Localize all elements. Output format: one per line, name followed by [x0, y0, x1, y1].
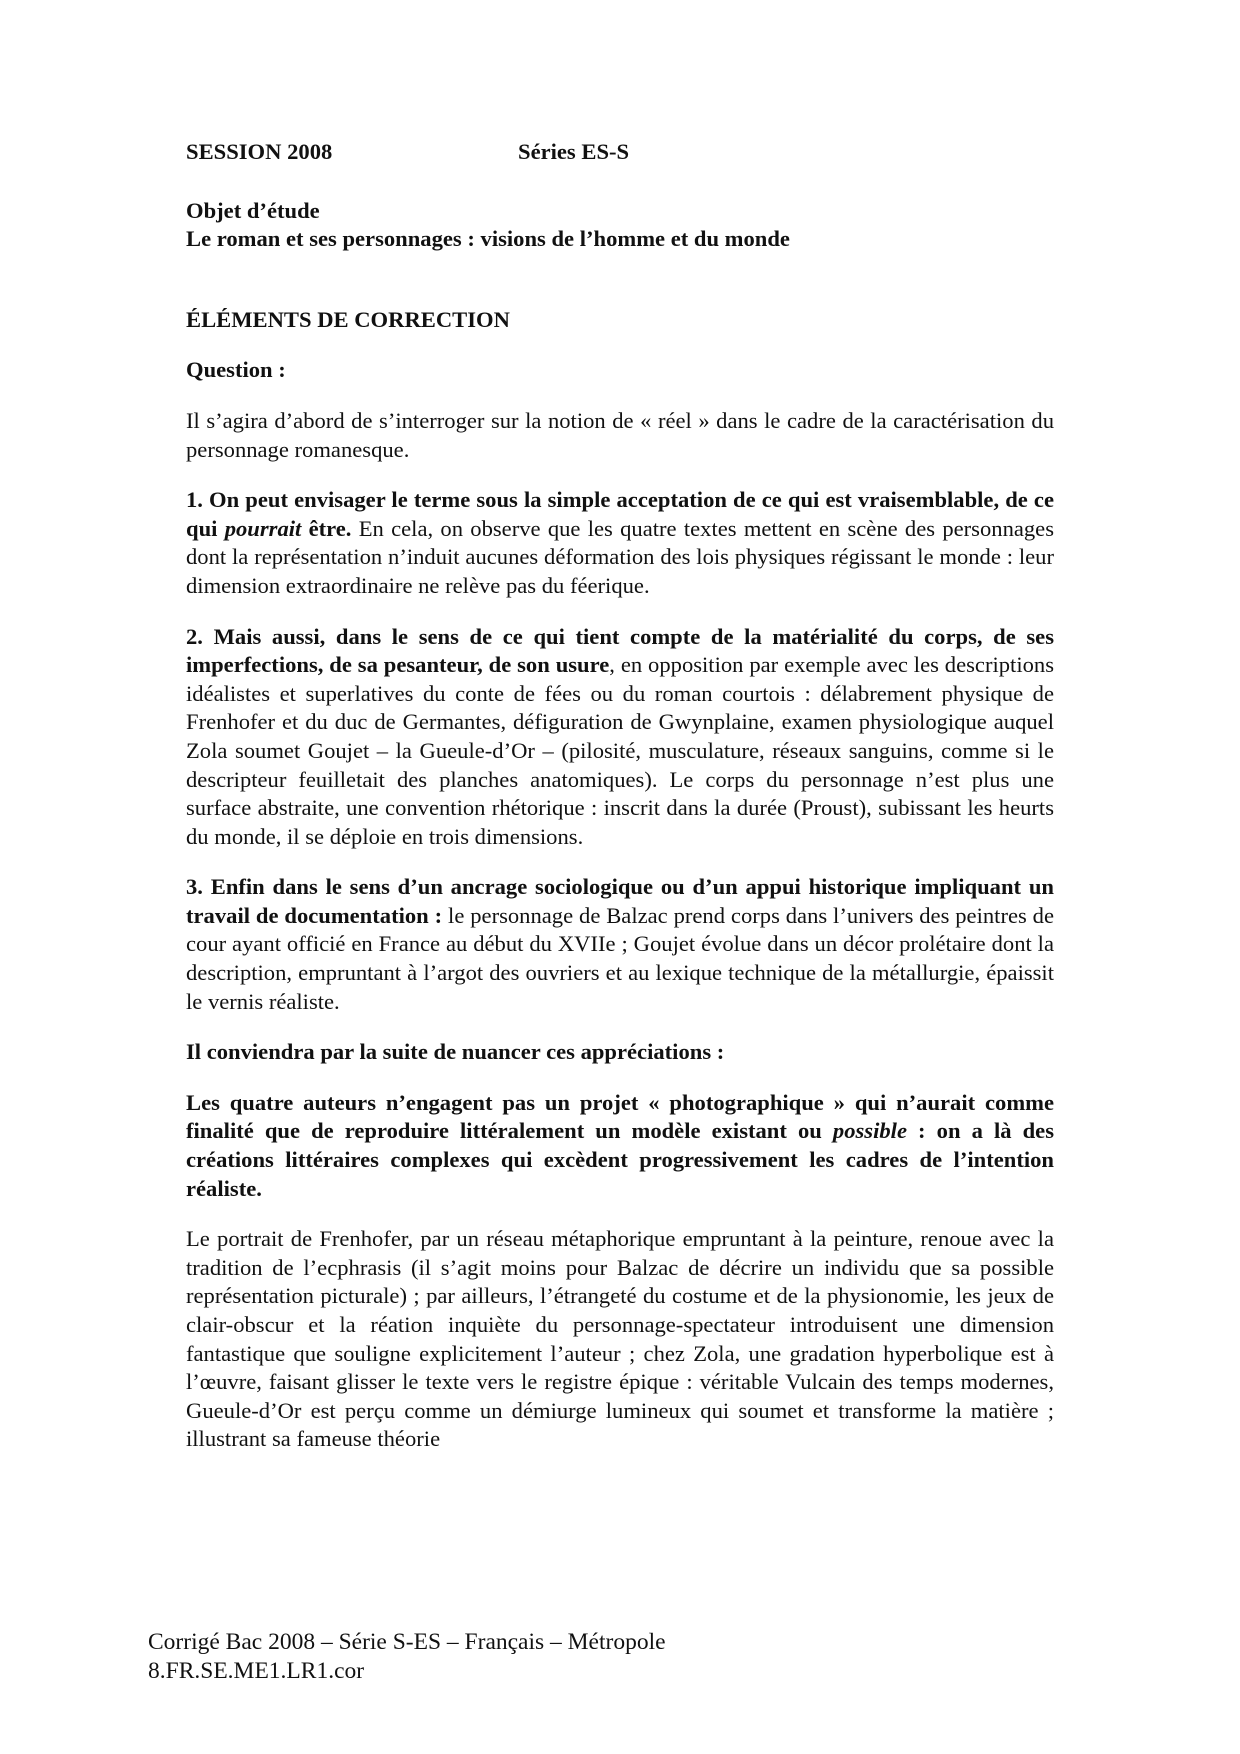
point-1-bold: 1. On peut envisager le terme sous la simple acceptation de ce qui est vraisemblable, de ce qui	[186, 487, 1054, 541]
footer-line-1: Corrigé Bac 2008 – Série S-ES – Français – Métropole	[148, 1629, 666, 1655]
header-line	[186, 138, 1054, 167]
objet-label: Objet d’étude	[186, 197, 320, 223]
document-body	[186, 138, 1054, 1454]
series-label: Séries ES-S	[518, 139, 630, 164]
point-1-paragraph	[186, 486, 1054, 600]
analysis-paragraph: Le portrait de Frenhofer, par un réseau métaphorique empruntant à la peinture, renoue avec la tradition de l’ecphrasis (il s’agit moins pour Balzac de décrire un individu que sa possible représentation picturale) ; par ailleurs, l’étrangeté du costume et de la physionomie, les jeux de clair-obscur et la réation inquiète du personnage-spectateur introduisent une dimension fantastique que souligne explicitement l’auteur ; chez Zola, une gradation hyperbolique est à l’œuvre, faisant glisser le texte vers le registre épique : véritable Vulcain des temps modernes, Gueule-d’Or est perçu comme un démiurge lumineux qui soumet et transforme la matière ; illustrant sa fameuse théorie	[186, 1226, 1054, 1452]
thesis-text-a: Les quatre auteurs n’engagent pas un projet « photographique » qui n’aurait comme finalité que de reproduire littéralement un modèle existant ou	[186, 1089, 1054, 1144]
point-2-text: , en opposition par exemple avec les descriptions idéalistes et superlatives du conte de fées ou du roman courtois : délabrement physique de Frenhofer et du duc de Germantes, défiguration de Gwynplaine, examen physiologique auquel Zola soumet Goujet – la Gueule-d’Or – (pilosité, musculature, réseaux sanguins, comme si le descripteur feuilletait des planches anatomiques). Le corps du personnage n’est plus une surface abstraite, une convention rhétorique : inscrit dans la durée (Proust), subissant les heurts du monde, il se déploie en trois dimensions.	[186, 652, 1054, 849]
point-1-text: En cela, on observe que les quatre textes mettent en scène des personnages dont la représentation n’induit aucunes déformation des lois physiques régissant le monde : leur dimension extraordinaire ne relève pas du féerique.	[186, 515, 1055, 598]
intro-paragraph: Il s’agira d’abord de s’interroger sur la notion de « réel » dans le cadre de la caractérisation du personnage romanesque.	[186, 407, 1054, 462]
page-footer	[148, 1628, 666, 1685]
point-1-italic: pourrait	[224, 515, 302, 541]
point-3-paragraph	[186, 873, 1054, 1016]
point-3-bold: 3. Enfin dans le sens d’un ancrage sociologique ou d’un appui historique impliquant un travail de documentation :	[186, 874, 1054, 928]
section-title: ÉLÉMENTS DE CORRECTION	[186, 306, 510, 332]
question-label: Question :	[186, 357, 286, 383]
session-label: SESSION 2008	[186, 139, 333, 164]
point-3-text: le personnage de Balzac prend corps dans l’univers des peintres de cour ayant officié en France au début du XVIIe ; Goujet évolue dans un décor prolétaire dont la description, empruntant à l’argot des ouvriers et au lexique technique de la métallurgie, épaissit le vernis réaliste.	[186, 902, 1055, 1014]
point-2-bold: 2. Mais aussi, dans le sens de ce qui tient compte de la matérialité du corps, de ses imperfections, de sa pesanteur, de son usure	[186, 623, 1054, 678]
thesis-text-b: : on a là des créations littéraires complexes qui excèdent progressivement les cadres de l’intention réaliste.	[186, 1118, 1055, 1201]
footer-reference: 8.FR.SE.ME1.LR1.cor	[148, 1657, 365, 1684]
point-1-bold-end: être.	[301, 515, 352, 541]
objet-title: Le roman et ses personnages : visions de l’homme et du monde	[186, 226, 790, 252]
thesis-italic: possible	[832, 1118, 907, 1144]
nuance-heading: Il conviendra par la suite de nuancer ces appréciations :	[186, 1039, 725, 1065]
point-2-paragraph	[186, 623, 1054, 852]
thesis-paragraph	[186, 1089, 1054, 1203]
